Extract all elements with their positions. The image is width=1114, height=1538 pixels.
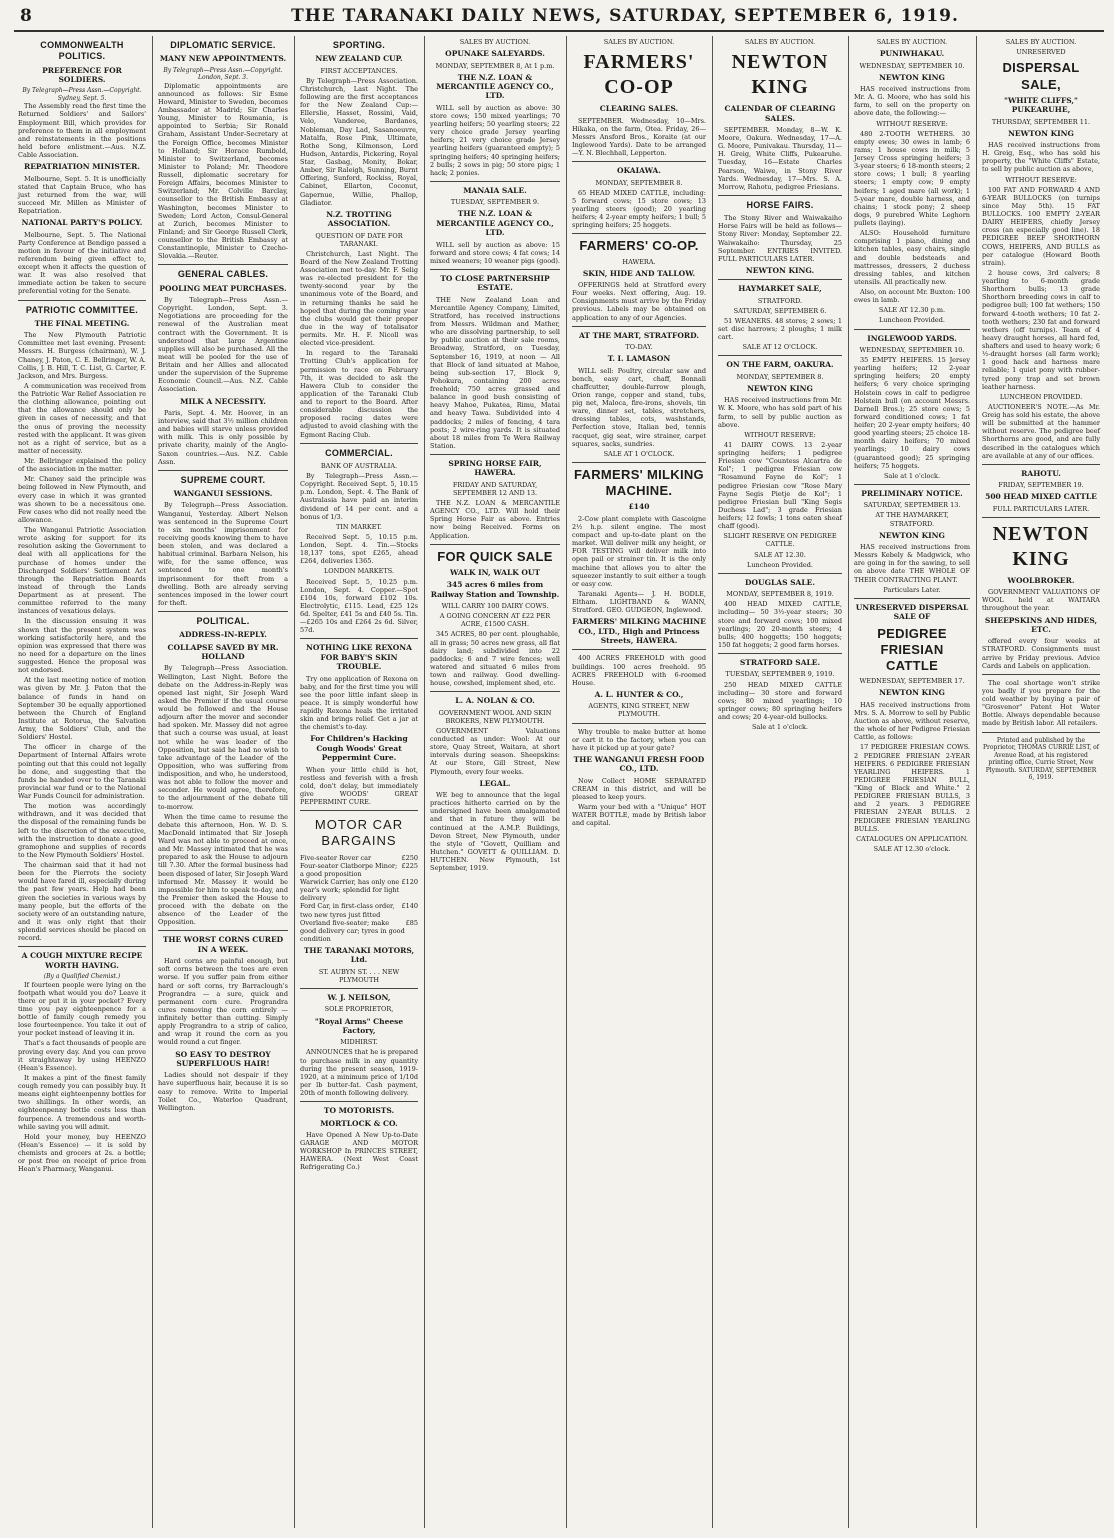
motor-item-price: £225: [401, 861, 418, 870]
firm: NEWTON KING: [1008, 128, 1074, 138]
section-head: SALES BY AUCTION.: [1005, 38, 1077, 46]
article-text: The Wanganui Patriotic Association wrote asking for support for its resolution asking the Government to deal with all applications for the purchase of homes under the Discharged Soldiers' Settlement Act through the Repatriation Boards instead of through the Lands Department as at present. The committee referred to the many instances of vexatious delays.: [18, 526, 146, 616]
article-text: By Telegraph—Press Assn.—Copyright. Received Sept. 5, 10.15 p.m. London, Sept. 4. The Bank of Australasia have paid an interim dividend of 14 per cent. and a bonus of 1/3.: [300, 472, 418, 521]
divider: [18, 946, 146, 947]
imprint: Printed and published by the Proprietor, THOMAS CURRIE LIST, of Avenue Road, at his registered printing office, Currie Street, New Plymouth. SATURDAY, SEPTEMBER 6, 1919.: [983, 736, 1099, 781]
sale-name: PUNIWHAKAU.: [879, 49, 945, 59]
divider: [718, 573, 842, 574]
sale-text: 100 FAT AND FORWARD 4 AND 6-YEAR BULLOCKS (on turnips since May 5th). 15 FAT BULLOCKS. 100 EMPTY 2-YEAR DAIRY HEIFERS, chiefly Jersey cross (an especially good line). 18 PEDIGREE BEEF SHORTHORN COWS, HEIFERS, AND BULLS as per catalogue (Howard Booth strain).: [982, 185, 1100, 267]
firm: NEWTON KING: [879, 688, 945, 698]
column-4: [426, 36, 564, 1528]
headline-sporting: SPORTING.: [332, 40, 386, 50]
address: ST. AUBYN ST. . . . NEW PLYMOUTH: [318, 967, 400, 984]
sale-text: 41 DAIRY COWS. 13 2-year springing heifers; 1 pedigree Friesian cow "Countess Alcartra de Kol"; 1 pedigree Friesian cow "Rosamund Fayne de Kol"; 1 pedigree Friesian cow "Rose Mary Fayne Segis Pietje de Kol"; 1 pedigree Friesian bull "King Segis Duchess Lad"; 3 grade Friesian heifers; 12 fowls; 1 tons oaten sheaf chaff (good).: [718, 440, 842, 531]
divider: [430, 181, 560, 182]
sale-text: WILL sell by auction as above: 15 forward and store cows; 4 fat cows; 14 mixed weaners; 10 weaner pigs (good).: [430, 240, 560, 265]
subhead: MILK A NECESSITY.: [180, 396, 266, 406]
headline-dispersal: DISPERSAL SALE,: [1002, 60, 1080, 92]
sale-time: SALE AT 1 O'CLOCK.: [603, 449, 675, 458]
motor-item-desc: Overland five-seater; make good delivery car; tyres in good condition: [300, 918, 405, 943]
byline: By Telegraph—Press Assn.—Copyright. London, Sept. 3.: [163, 66, 283, 82]
sale-date: MONDAY, SEPTEMBER 8.: [736, 372, 824, 381]
sale-text: THE New Zealand Loan and Mercantile Agency Company, Limited, Stratford, has received instructions from Messrs. Wildman and Mather, who are dissolving partnership, to sell by public auction at their sale rooms, Broadway, Stratford, on Tuesday, September 16, 1919, at noon — All that Block of land situated at Mahoe, being sub-section 17, Block 9, Pohokura, containing 200 acres freehold; 750 acres grassed and balance in good bush consisting of heavy Mahoe, Pukatea, Rimu, Matai and heavy Tawa. Subdivided into 4 paddocks; 2 miles of fencing, 4 tara posts; 2 wire-ring yards. It is situated about 18 miles from Te Wera Railway Station.: [430, 295, 560, 450]
motor-item-desc: Warwick Carrier, has only one year's work; splendid for light delivery: [300, 878, 400, 903]
firm: A. L. HUNTER & CO.,: [594, 689, 684, 699]
firm-title: FARMERS' CO-OP.: [579, 238, 699, 254]
location: MIDHIRST.: [340, 1038, 378, 1047]
subhead: WITHOUT RESERVE:: [1005, 175, 1077, 184]
sale-text: AUCTIONEER'S NOTE.—As Mr. Greig has sold his estate, the above will be submitted at the hammer without reserve. The pedigree beef Shorthorns are good, and are fully described in the catalogues which are available at any of our offices.: [982, 402, 1100, 460]
article-text: Mr. Bellringer explained the policy of the association in the matter.: [18, 457, 146, 474]
motor-list: [300, 854, 418, 943]
subhead: COLLAPSE SAVED BY MR. HOLLAND: [167, 642, 279, 661]
sale-date: MONDAY, SEPTEMBER 8, 1919.: [726, 590, 834, 599]
sale-name: CALENDAR OF CLEARING SALES.: [724, 104, 836, 123]
subhead: UNRESERVED: [1016, 48, 1066, 57]
section-head: SALES BY AUCTION.: [603, 38, 675, 46]
sale-date: WEDNESDAY, SEPTEMBER 17.: [859, 677, 965, 686]
ad-text: If fourteen people were lying on the footpath what would you do? Leave it there or put it in your pocket? Every time you pay eighteenpence for a bottle of family cough remedy you lose fourteenpence. You take it out of your pocket instead of leaving it in.: [18, 980, 146, 1038]
headline-quick-sale: FOR QUICK SALE: [437, 548, 553, 564]
subhead: GOVERNMENT WOOL AND SKIN BROKERS, NEW PLYMOUTH.: [438, 708, 552, 725]
subhead: N.Z. TROTTING ASSOCIATION.: [326, 209, 392, 229]
ad-text: Why trouble to make butter at home or cart it to the factory, when you can have it picked up at your gate?: [572, 727, 706, 752]
ad-text: When your little child is hot, restless and feverish with a fresh cold, don't delay, but immediately give WOODS' GREAT PEPPERMINT CURE.: [300, 765, 418, 806]
sale-text: 345 ACRES, 80 per cent. ploughable, all in grass; 50 acres new grass, all flat dairy land; subdivided into 22 paddocks; 6 and 7 wire fences; well watered and situated 6 miles from town and railway. Good dwelling-house, cowshed, implement shed, etc.: [430, 630, 560, 688]
sale-date: FRIDAY, SEPTEMBER 19.: [998, 481, 1084, 490]
note: FULL PARTICULARS LATER.: [992, 504, 1090, 513]
sale-date: MONDAY, SEPTEMBER 8, At 1 p.m.: [435, 61, 555, 70]
auctioneer: T. I. LAMASON: [607, 354, 671, 364]
sale-text: HAS received instructions from Mrs. S. A. Morrow to sell by Public Auction as above, without reserve, the whole of her Pedigree Friesian Cattle, as follows:: [854, 700, 970, 742]
factory-name: "Royal Arms" Cheese Factory,: [314, 1016, 404, 1035]
sale-text: 480 2-TOOTH WETHERS. 30 empty ewes; 30 ewes in lamb; 6 rams; 1 house cows in milk; 5 Jersey Cross springing heifers; 3 3-year steers; 6 18-month steers; 2 store cows; 1 bull; 8 yearling steers; 1 empty cow; 9 empty heifers; 1 aged mare (all work); 1 5-year mare, double harness, and chains; 1 stock pony; 2 sheep dogs, 9 purebred White Leghorn pullets (laying).: [854, 129, 970, 227]
divider: [430, 454, 560, 455]
firm: NEWTON KING: [747, 383, 813, 393]
sale-text: 51 WEANERS. 48 stores; 2 sows; 1 set disc harrows; 2 ploughs; 1 milk cart.: [718, 316, 842, 342]
divider: [718, 355, 842, 356]
article-text: When the time came to resume the debate this afternoon, Hon. W. D. S. MacDonald intimated that Sir Joseph Ward was not able to proceed at once, and Mr. Massey intimated that he was prepared to ask the House to adjourn till 7.30. After the formal business had been disposed of later, Sir Joseph Ward informed Mr. Massey it would be impossible for him to speak to-day, and the Premier then asked the House to proceed with the debate on the absence of the Leader of the Opposition.: [158, 812, 288, 927]
sale-date: FRIDAY AND SATURDAY, SEPTEMBER 12 AND 13.: [452, 480, 538, 497]
sale-name: TO CLOSE PARTNERSHIP ESTATE.: [440, 273, 550, 293]
sale-date: SATURDAY, SEPTEMBER 6.: [733, 306, 827, 315]
subhead: WALK IN, WALK OUT: [449, 567, 541, 577]
divider: [430, 269, 560, 270]
sale-name: OKAIAWA.: [617, 166, 661, 176]
masthead-rule: [14, 30, 1104, 32]
sale-text: offered every four weeks at STRATFORD. Consignments must arrive by Friday previous. Advice Cards and Labels on application.: [982, 637, 1100, 670]
sale-text: 2 house cows, 3rd calvers; 8 yearling to 6-month grade Shorthorn bulls; 13 grade Shorthorn breeding cows in calf to pedigree bull; 100 fat wethers; 150 forward 4-tooth wethers; 10 fat 2-tooth wethers; 230 fat and forward wethers (off turnips). Team of 4 heavy draught horses, all hard fed, shafters and used to heavy work; 6 ½-draught horses (all farm work); 1 good hack and harness mare reliable; 1 quiet pony with rubber-tyred pony trap and set brown leather harness.: [982, 268, 1100, 391]
headline-cables: GENERAL CABLES.: [177, 269, 269, 280]
sale-text: SEPTEMBER. Wednesday, 10—Mrs. Hikaka, on the farm, Otea. Friday, 26—Messrs Ansford Bros., Koraite (at our Inglewood Yards). Date to be arranged—Y. N. Blechhall, Lepperton.: [572, 116, 706, 157]
headline-machine: FARMERS' MILKING MACHINE.: [574, 466, 704, 499]
article-text: The officer in charge of the Department of Internal Affairs wrote pointing out that this could not legally be done, and suggesting that the funds be handed over to the Taranaki provincial war fund or to the National War Funds Council for administration.: [18, 743, 146, 800]
sale-time: Sale at 1 o'clock.: [751, 723, 809, 732]
subhead: WITHOUT RESERVE:: [744, 430, 816, 439]
motor-item-price: £120: [401, 878, 418, 886]
divider: [158, 264, 288, 265]
divider: [158, 930, 288, 931]
subhead: 345 acres 6 miles from Railway Station and Township.: [430, 580, 560, 599]
sale-time: Sale at 1 o'clock.: [883, 471, 941, 480]
motor-item-desc: Ford Car, in first-class order, two new tyres just fitted: [300, 902, 395, 919]
headline-cough: A COUGH MIXTURE RECIPE WORTH HAVING.: [21, 951, 143, 970]
motor-item: [300, 878, 418, 902]
sale-name: SKIN, HIDE AND TALLOW.: [582, 268, 696, 278]
divider: [854, 598, 970, 599]
headline-corns: THE WORST CORNS CURED IN A WEEK.: [162, 935, 284, 954]
advertiser: MORTLOCK & CO.: [320, 1118, 398, 1128]
divider: [572, 649, 706, 650]
ad-text: Try one application of Rexona on baby, and for the first time you will see the poor little infant sleep in peace. It is simply wonderful how rapidly Rexona heals the irritated skin and brings relief. Get a jar at the chemist's to-day.: [300, 674, 418, 732]
divider: [718, 195, 842, 196]
sale-text: OFFERINGS held at Stratford every Four weeks. Next offering, Aug. 19. Consignments must arrive by the Friday previous. Labels may be obtained on application to any of our Agencies.: [572, 281, 706, 322]
section-head: SALES BY AUCTION.: [876, 38, 948, 46]
note: Particulars Later.: [883, 585, 941, 594]
subhead: FIRST ACCEPTANCES.: [320, 66, 398, 75]
divider: [572, 161, 706, 162]
sale-text: ALSO: Household furniture comprising 1 piano, dining and kitchen tables, easy chairs, single and double bedsteads and mattresses, dressers, 2 duchess dressing tables, and kitchen utensils. All practically new.: [854, 229, 970, 286]
ad-text: WE beg to announce that the legal practices hitherto carried on by the undersigned have been amalgamated and that in future they will be continued at the A.M.P. Buildings, Devon Street, New Plymouth, under the style of "Govett, Quilliam and Hutchen." GOVETT & QUILLIAM. D. HUTCHEN. New Plymouth, 1st September, 1919.: [430, 791, 560, 873]
motor-title: MOTOR CAR BARGAINS: [314, 817, 404, 849]
headline-woods: For Children's Hacking Cough Woods' Great Peppermint Cure.: [310, 734, 408, 763]
column-3: [296, 36, 422, 1528]
article-text: The motion was accordingly withdrawn, and it was decided that the disposal of the remaining funds be left to the discretion of the executive, with the instruction to donate a good gramophone and supplies of records to the New Plymouth Soldiers' Hostel.: [18, 802, 146, 859]
article-text: Melbourne, Sept. 5. The National Party Conference at Bendigo passed a motion in favour of the initiative and referendum being given effect to, except when it affects the question of war. It was also resolved that immediate action be taken to secure preferential voting for the Senate.: [18, 230, 146, 296]
note: CATALOGUES ON APPLICATION.: [856, 834, 968, 843]
article-text: In the discussion ensuing it was shown that the present system was working satisfactorily here, and the opinion was expressed that there was no need for a departure on the lines suggested. Hence the proposal was not endorsed.: [18, 617, 146, 675]
divider: [158, 470, 288, 471]
sale-name: STRATFORD SALE.: [739, 658, 821, 667]
subhead: QUESTION OF DATE FOR TARANAKI.: [315, 231, 403, 248]
ad-text: That's a fact thousands of people are proving every day. And you can prove it straightaway by using HEENZO (Hean's Essence).: [18, 1039, 146, 1072]
subhead: LONDON MARKETS.: [323, 567, 395, 576]
subhead: MANY NEW APPOINTMENTS.: [159, 54, 287, 64]
motor-item-price: £85: [405, 918, 418, 927]
article-text: In regard to the Taranaki Trotting Club's application for permission to race on February 7th, it was decided to ask the Hawera Club to consider the application of the Taranaki Club and to report to the Board. After considerable discussion the proposed racing dates were adjusted to avoid clashing with the Egmont Racing Club.: [300, 349, 418, 439]
column-rule: [566, 36, 567, 1528]
firm: THE N.Z. LOAN & MERCANTILE AGENCY CO., LTD.: [436, 209, 554, 238]
subhead: A GOING CONCERN AT £22 PER ACRE, £1500 CASH.: [439, 612, 551, 629]
headline-diplomatic: DIPLOMATIC SERVICE.: [170, 40, 276, 50]
article-text: Received Sept. 5, 10.25 p.m. London, Sept. 4. Copper.—Spot £104 10s, forward £102 10s. Electrolytic, £115. Lead, £25 12s 6d. Spelter, £41 5s and £40 5s. Tin.—£265 10s and £264 2s 6d. Silver, 57d.: [300, 577, 418, 635]
subhead: SOLE PROPRIETOR,: [324, 1005, 394, 1014]
firm: THE N.Z. LOAN & MERCANTILE AGENCY CO., LTD.: [436, 72, 554, 101]
column-rule: [712, 36, 713, 1528]
headline-commonwealth: COMMONWEALTH POLITICS.: [40, 40, 124, 62]
sale-name: RAHOTU.: [1021, 468, 1061, 478]
sale-date: SATURDAY, SEPTEMBER 13.: [863, 501, 961, 510]
ad-text: Now Collect HOME SEPARATED CREAM in this district, and will be pleased to keep yours.: [572, 776, 706, 801]
motor-item-desc: Five-seater Rover car: [300, 853, 372, 862]
divider: [430, 544, 560, 545]
newspaper-title: THE TARANAKI DAILY NEWS, SATURDAY, SEPTEMBER 6, 1919.: [291, 6, 959, 26]
sale-text: SEPTEMBER. Monday, 8—W. K. Moore, Oakura. Wednesday, 17—A. G. Moore, Punivakau. Thursday, 11—H. Greig, White Cliffs, Pukearuhe. Tuesday, 16—Estate Charles Pearson, Waiwe, in Stony River Yards. Wednesday, 17—Mrs. S. A. Morrow, Rahotu, pedigree Friesians.: [718, 125, 842, 191]
divider: [572, 462, 706, 463]
divider: [300, 638, 418, 639]
sale-date: WEDNESDAY, SEPTEMBER 10.: [859, 345, 965, 354]
sale-text: HAS received instructions from Messrs Kebely & Madgwick, who are going in for the sawing, to sell on above date THE WHOLE OF THEIR CONTRACTING PLANT.: [854, 543, 970, 584]
divider: [572, 233, 706, 234]
motor-item-price: £250: [401, 853, 418, 862]
headline-rexona: NOTHING LIKE REXONA FOR BABY'S SKIN TROUBLE.: [306, 643, 412, 672]
headline-commercial: COMMERCIAL.: [325, 447, 393, 458]
article-text: By Telegraph—Press Association. Wanganui, Yesterday. Albert Nelson was sentenced in the Supreme Court to six months' imprisonment for receiving goods knowing them to have been stolen, and was declared a habitual criminal. Barbara Nelson, his wife, for the same offence, was sentenced to one month's imprisonment for theft from a dwelling. Both are already serving sentences imposed in the lower court for theft.: [158, 501, 288, 607]
sale-name: SHEEPSKINS AND HIDES, ETC.: [984, 615, 1098, 634]
divider: [854, 484, 970, 485]
section-head: SALES BY AUCTION.: [459, 38, 531, 46]
divider: [158, 611, 288, 612]
divider: [300, 1101, 418, 1102]
sale-name: HORSE FAIRS.: [746, 199, 814, 210]
sale-text: HAS received instructions from H. Greig, Esq., who has sold his property, the "White Cliffs" Estate, to sell by public auction as above,: [982, 141, 1100, 174]
headline-friesian: PEDIGREE FRIESIAN CATTLE: [877, 625, 947, 673]
ad-text: The coal shortage won't strike you badly if you prepare for the cold weather by buying a pair of "Grosvenor" Patent Hot Water Bottle. Always dependable because made by British labor. All retailers.: [982, 678, 1100, 728]
divider: [982, 464, 1100, 465]
column-rule: [294, 36, 295, 1528]
divider: [300, 988, 418, 989]
column-8: [978, 36, 1104, 1528]
article-text: A communication was received from the Patriotic War Relief Association re the clothing allowance, pointing out that the allowance should only be given in cases of necessity, and that the onus of proving the necessity rested with the applicant. It was given not as a right of service, but as a matter of necessity.: [18, 381, 146, 455]
article-text: The New Plymouth Patriotic Committee met last evening. Present: Messrs. H. Burgess (chairman), W. J. Chaney, J. Paton, C. E. Bellringer, W. A. Collis, J. B. Hill, T. C. List, G. Carter, F. Jackson, and Mrs. Burgess.: [18, 331, 146, 380]
sale-name: INGLEWOOD YARDS.: [867, 333, 957, 343]
article-text: Paris, Sept. 4. Mr. Hoover, in an interview, said that 3½ million children and babies will starve unless provided with milk. This is only possible by private charity, mainly of the Anglo-Saxon countries.—Aus. N.Z. Cable Assn.: [158, 408, 288, 466]
ad-text: ANNOUNCES that he is prepared to purchase milk in any quantity during the present season, 1919-1920, at a minimum price of 1/10d per lb butter-fat. Cash payment, 20th of month following delivery.: [300, 1048, 418, 1097]
location: HAWERA.: [622, 257, 656, 266]
divider: [718, 279, 842, 280]
headline-legal: LEGAL.: [479, 778, 511, 788]
sale-text: WILL sell by auction as above: 30 store cows; 150 mixed yearlings; 70 yearling heifers; 50 yearling steers; 22 very choice grade Jersey yearling heifers; 21 very choice grade Jersey yearling heifers (guaranteed empty); 5 springing heifers; 40 springing heifers; 2 bulls; 2 sows in pig; 50 store pigs; 1 hack; 2 ponies.: [430, 103, 560, 177]
divider: [430, 691, 560, 692]
firm-title: NEWTON KING: [992, 522, 1090, 570]
ad-text: 2-Cow plant complete with Gascoigne 2½ h.p. silent engine. The most compact and up-to-date plant on the market. Will deliver milk any height, or FOR TESTING will deliver milk into open pail or strainer tin. It is the only machine that allows you to alter the squeezer instantly to suit either a tough or easy cow.: [572, 514, 706, 588]
address: AGENTS, KING STREET, NEW PLYMOUTH.: [588, 702, 690, 719]
masthead: [0, 0, 1114, 30]
sale-date: THURSDAY, SEPTEMBER 11.: [991, 117, 1091, 126]
byline: By Telegraph—Press Assn.—Copyright. Sydney, Sept. 5.: [22, 87, 142, 102]
sale-text: 400 HEAD MIXED CATTLE, including— 50 3½-year steers; 30 store and forward cows; 100 mixed yearlings; 20 20-month steers; 4 bulls; 400 hoggetts; 150 hoggets; 150 fat hoggets; 2 good farm horses.: [718, 600, 842, 649]
note: Luncheon Provided.: [747, 560, 813, 569]
sale-text: WILL sell: Poultry, circular saw and bench, easy cart, chaff, Bonnali chaffcutter, double-furrow plough, Orion range, copper and stand, tubs, pig net, Maloca, fire-irons, shovels, tin ware, dinner set, tables, stretchers, dressing tables, cots, washstands, Perfection stove, Italian bed, tennis racquet, gig seat, wire strainer, carpet squares, sacks, sundries.: [572, 366, 706, 448]
sale-name: UNRESERVED DISPERSAL SALE OF: [855, 602, 969, 622]
sale-text: HAS received instructions from Mr. W. K. Moore, who has sold part of his farm, to sell by public auction as above.: [718, 396, 842, 429]
sale-time: SALE AT 12.30.: [754, 550, 806, 559]
subhead: POOLING MEAT PURCHASES.: [159, 283, 287, 293]
divider: [300, 443, 418, 444]
ad-text: Warm your bed with a "Unique" HOT WATER BOTTLE, made by British labor and capital.: [572, 803, 706, 828]
subhead: PREFERENCE FOR SOLDIERS.: [42, 65, 122, 84]
firm: L. A. NOLAN & CO.: [455, 696, 535, 706]
sale-name: SPRING HORSE FAIR, HAWERA.: [448, 459, 542, 478]
firm: NEWTON KING.: [745, 265, 815, 275]
article-text: At the last meeting notice of motion was given by Mr. J. Paton that the balance of funds in hand on September 30 be equally apportioned between the Church of England Institute at Rotorua, the Salvation Army, the Soldiers' Club, and the Soldiers' Hostel.: [18, 676, 146, 742]
article-text: Diplomatic appointments are announced as follows: Sir Esme Howard, Minister to Sweden, becomes Ambassador at Madrid; Sir Charles Young, Minister to Roumania, is appointed to Serbia; Sir Ronald Graham, Assistant Under-Secretary at the Foreign Office, becomes Minister to Holland; Sir Horace Rumbold, Minister to Switzerland, becomes Minister to Poland; Mr. Theodore Russell, diplomatic secretary for Foreign Affairs, becomes Minister to Switzerland; Mr. Colville Barclay, counsellor to the British Embassy at Washington, becomes Minister to Sweden; Lord Acton, Consul-General at Zurich, becomes Minister to Finland; and Sir George Russell Clerk, counsellor to the British Embassy at Constantinople, Minister to Czecho-Slovakia.—Reuter.: [158, 81, 288, 261]
sale-date: TUESDAY, SEPTEMBER 9, 1919.: [725, 670, 835, 679]
sale-time: SALE AT 12.30 p.m.: [878, 306, 946, 315]
sale-date: TUESDAY, SEPTEMBER 9.: [450, 198, 540, 207]
note: Luncheon Provided.: [879, 316, 945, 325]
motor-item-price: £140: [401, 902, 418, 911]
byline: (By a Qualified Chemist.): [43, 973, 121, 980]
sale-text: 400 ACRES FREEHOLD with good buildings. 100 acres freehold. 95 ACRES FREEHOLD with 6-roomed House.: [572, 654, 706, 687]
article-text: The chairman said that it had not been for the Pierrots the society would have fared ill, especially during the past few years. Help had been given the societies in various ways by many people, but the efforts of the society were of an outstanding nature, and it was only right that their splendid services should be placed on record.: [18, 861, 146, 943]
sale-text: 17 PEDIGREE FRIESIAN COWS. 2 PEDIGREE FRIESIAN 2-YEAR HEIFERS. 6 PEDIGREE FRIESIAN YEARLING HEIFERS. 1 PEDIGREE FRIESIAN BULL, "King of Black and White." 2 PEDIGREE FRIESIAN BULLS, 3 and 2 years. 3 PEDIGREE FRIESIAN 2-YEAR BULLS. 2 PEDIGREE FRIESIAN YEARLING BULLS.: [854, 743, 970, 833]
column-rule: [152, 36, 153, 1528]
ad-text: Taranaki Agents— J. H. BODLE, Eltham. LIGHTBAND & WANN, Stratford. GEO. GUDGEON, Inglewood.: [572, 589, 706, 615]
column-7: [850, 36, 974, 1528]
subhead: REPATRIATION MINISTER.: [23, 162, 140, 172]
article-text: The Assembly read the first time the Returned Soldiers' and Sailors' Employment Bill, which provides for preference to them in all employment and reinstatements in the positions held before enlistment.—Aus. N.Z. Cable Association.: [18, 102, 146, 159]
sale-name: MANAIA SALE.: [463, 185, 527, 195]
headline-supreme-court: SUPREME COURT.: [180, 474, 266, 485]
subhead: THE FINAL MEETING.: [34, 318, 130, 328]
sale-text: THE N.Z. LOAN & MERCANTILE AGENCY CO., LTD. Will hold their Spring Horse Fair as above. Entries now being Received. Forms on Application.: [430, 499, 560, 540]
column-rule: [848, 36, 849, 1528]
divider: [572, 326, 706, 327]
headline-patriotic: PATRIOTIC COMMITTEE.: [25, 304, 139, 315]
sale-text: The Stony River and Waiwakaiho Horse Fairs will be held as follows— Stony River: Monday, September 22. Waiwakaiho: Thursday, 25 September. ENTRIES INVITED. FULL PARTICULARS LATER.: [718, 214, 842, 263]
subhead: WITHOUT RESERVE:: [876, 119, 948, 128]
ad-text: GOVERNMENT Valuations conducted as under: Wool: At our store, Quay Street, Waitara, at short intervals during season. Sheepskins: At our Store, Gill Street, New Plymouth, every four weeks.: [430, 726, 560, 776]
sale-text: Also, on account Mr. Buxton: 100 ewes in lamb.: [854, 288, 970, 305]
subhead: WANGANUI SESSIONS.: [173, 489, 273, 498]
article-text: Mr. Chaney said the principle was being followed in New Plymouth, and every case in which it was granted was shown to be a necessitous one. Few cases who did not really need the allowance.: [18, 475, 146, 524]
note: SLIGHT RESERVE ON PEDIGREE CATTLE.: [723, 532, 837, 549]
subhead: NEW ZEALAND CUP.: [315, 54, 403, 64]
sale-name: ON THE FARM, OAKURA.: [726, 360, 834, 370]
motor-item: [300, 854, 418, 862]
firm: NEWTON KING: [879, 72, 945, 82]
sale-name: AT THE MART, STRATFORD.: [579, 330, 699, 340]
divider: [300, 810, 418, 811]
sale-text: HAS received instructions from Mr. A. G. Moore, who has sold his farm, to sell on the property on above date, the following:—: [854, 85, 970, 118]
divider: [718, 653, 842, 654]
sale-text: 500 HEAD MIXED CATTLE: [985, 492, 1097, 502]
advertiser: W. J. NEILSON,: [327, 993, 391, 1002]
note: LUNCHEON PROVIDED.: [999, 392, 1083, 401]
subhead: NATIONAL PARTY'S POLICY.: [21, 218, 143, 228]
motor-item: [300, 902, 418, 918]
divider: [982, 674, 1100, 675]
column-rule: [424, 36, 425, 1528]
company: THE TARANAKI MOTORS, Ltd.: [303, 946, 415, 965]
motor-item: [300, 919, 418, 943]
firm-title: FARMERS' CO-OP: [583, 51, 695, 99]
sale-name: OPUNAKE SALEYARDS.: [445, 49, 545, 59]
firm-title: NEWTON KING: [731, 51, 829, 99]
sale-name: CLEARING SALES.: [599, 104, 679, 114]
motor-item-desc: Four-seater Clatborpe Minor; a good proposition: [300, 861, 398, 878]
article-text: By Telegraph—Press Assn.—Copyright. London, Sept. 3. Negotiations are proceeding for the renewal of the Australian meat contract with the Government. It is understood that large Argentine supplies will also be purchased. All the meat will be pooled for the use of Britain and her Allies and allocated under the supervision of the Supreme Economic Council.—Aus. N.Z. Cable Association.: [158, 296, 288, 394]
sale-name: HAYMARKET SALE,: [738, 284, 822, 294]
ad-text: Ladies should not despair if they have superfluous hair, because it is so easy to remove. Write to Imperial Toilet Co., Waterloo Quadrant, Wellington.: [158, 1071, 288, 1112]
company: THE WANGANUI FRESH FOOD CO., LTD.: [573, 754, 705, 774]
sale-text: GOVERNMENT VALUATIONS OF WOOL held at WAITARA throughout the year.: [982, 588, 1100, 613]
column-rule: [976, 36, 977, 1528]
article-text: By Telegraph—Press Association. Wellington, Last Night. Before the debate on the Address-in-Reply was opened last night, Sir Joseph Ward asked the Premier if the usual course would be followed and the House adjourn after the mover and seconder had spoken. Mr. Massey did not agree that such a course was usual, at least not while he was leader of the Opposition, but said he had no wish to take advantage of the Leader of the Opposition, who was suffering from indisposition, and who, he understood, was not able to follow the mover and seconder. He would agree, therefore, to the adjournment of the debate till to-morrow.: [158, 664, 288, 811]
column-6: [714, 36, 846, 1528]
column-2: [154, 36, 292, 1528]
sale-date: MONDAY, SEPTEMBER 8.: [595, 178, 683, 187]
sale-name: PRELIMINARY NOTICE.: [861, 488, 963, 498]
sale-text: 250 HEAD MIXED CATTLE including— 30 store and forward cows; 80 mixed yearlings; 10 springer cows; 80 springing heifers and cows; 20 4-year-old bullocks.: [718, 680, 842, 721]
location: AT THE HAYMARKET, STRATFORD.: [875, 511, 949, 528]
ad-text: Hold your money, buy HEENZO (Hean's Essence) — it is sold by chemists and grocers at 2s. a bottle; or post free on receipt of price from Hean's Pharmacy, Wanganui.: [18, 1132, 146, 1174]
sale-date: WEDNESDAY, SEPTEMBER 10.: [859, 61, 965, 70]
ad-text: Hard corns are painful enough, but soft corns between the toes are even worse. If you suffer pain from either hard or soft corns, try Barraclough's Prograndra — a sure, quick and permanent corn cure. Prograndra cures removing the corn entirely — infinitely better than cutting. Simply apply Prograndra to a strip of calico, and wrap it round the corn as you would round a cut finger.: [158, 957, 288, 1047]
price: £140: [628, 502, 650, 512]
sale-text: 65 HEAD MIXED CATTLE, including: 5 forward cows; 15 store cows; 13 yearling steers (good); 20 yearling heifers; 4 2-year empty heifers; 1 bull; 5 springing heifers; 25 hoggets.: [572, 188, 706, 230]
subhead: BANK OF AUSTRALIA.: [320, 461, 398, 470]
sale-time: SALE AT 12.30 o'clock.: [873, 844, 951, 853]
divider: [982, 517, 1100, 518]
ad-text: Have Opened A New Up-to-Date GARAGE AND MOTOR WORKSHOP In PRINCES STREET, HAWERA. (Next West Coast Refrigerating Co.): [300, 1130, 418, 1172]
divider: [18, 300, 146, 301]
article-text: By Telegraph—Press Association. Christchurch, Last Night. The following are the first acceptances for the New Zealand Cup:—Ellerslie, Hasset, Rossini, Vaid, Velo, Vanderee, Bardanes, Nobleman, Day Lad, Sasanoeuvre, Matalfa, Rose Pink, Ultimate, Rothe Song, Kilmonson, Lord Hudson, Antardis, Pickering, Royal Star, Gasbag, Monity, Bokar, Amber, Sir Raleigh, Sunning, Burnt Offering, Sunford, Rockiss, Royal, Cabinet, Ellarton, Coconut, Gapernue, Willie, Phallop, Gladiator.: [300, 76, 418, 207]
sale-time: SALE AT 12 O'CLOCK.: [742, 343, 818, 352]
column-5: [568, 36, 710, 1528]
motor-item: [300, 862, 418, 878]
company: FARMERS' MILKING MACHINE CO., LTD., High and Princess Streets, HAWERA.: [572, 617, 706, 645]
sale-date: TO-DAY.: [625, 343, 653, 351]
divider: [572, 723, 706, 724]
page-number: 8: [20, 6, 32, 26]
column-1: [14, 36, 150, 1528]
divider: [854, 329, 970, 330]
headline-hair: SO EASY TO DESTROY SUPERFLUOUS HAIR!: [175, 1049, 271, 1068]
subhead: ADDRESS-IN-REPLY.: [179, 630, 267, 640]
article-text: Melbourne, Sept. 5. It is unofficially stated that Captain Bruce, who has just returned from the war, will succeed Mr. Millen as Minister of Repatriation.: [18, 174, 146, 215]
article-text: Received Sept. 5, 10.15 p.m. London, Sept. 4. Tin.—Stocks 18,137 tons, spot £265, ahead £264, deliveries 1365.: [300, 532, 418, 566]
subhead: TIN MARKET.: [336, 522, 382, 531]
sale-text: 35 EMPTY HEIFERS. 15 Jersey yearling heifers; 12 2-year springing heifers; 20 empty heifers; 6 very choice springing Holstein cows in calf to pedigree Holstein bull (on account Messrs. Darnell Bros.); 25 store cows; 5 forward conditioned cows; 1 fat heifer; 20 2-year empty heifers; 40 good yearling steers; 25 choice 18-month dairy heifers; 70 mixed yearlings; 10 dairy cows (guaranteed good); 25 springing heifers; 75 hoggets.: [854, 356, 970, 470]
firm: NEWTON KING: [879, 530, 945, 540]
section-head: SALES BY AUCTION.: [744, 38, 816, 46]
headline-motorists: TO MOTORISTS.: [323, 1106, 395, 1116]
subhead: "WHITE CLIFFS," PUKEARUHE,: [1004, 95, 1078, 115]
article-text: Christchurch, Last Night. The Board of the New Zealand Trotting Association met to-day. Mr. F. Selig was re-elected president for the twenty-second year by the unanimous vote of the Board, and in returning thanks he said he hoped that during the coming year the clubs would get their proper due in the way of totalisator permits. Mr. H. F. Nicoll was elected vice-president.: [300, 249, 418, 348]
location: STRATFORD.: [757, 296, 803, 305]
subhead: WILL CARRY 100 DAIRY COWS.: [441, 602, 549, 610]
subhead: WOOLBROKER.: [1007, 575, 1075, 585]
headline-political: POLITICAL.: [196, 616, 250, 626]
ad-text: It makes a pint of the finest family cough remedy you can possibly buy. It means eight eighteenpenny bottles for two shillings. In other words, an eighteenpenny bottle costs less than fourpence. A tremendous and worth-while saving you will admit.: [18, 1073, 146, 1131]
sale-name: DOUGLAS SALE.: [745, 577, 815, 587]
divider: [982, 732, 1100, 733]
